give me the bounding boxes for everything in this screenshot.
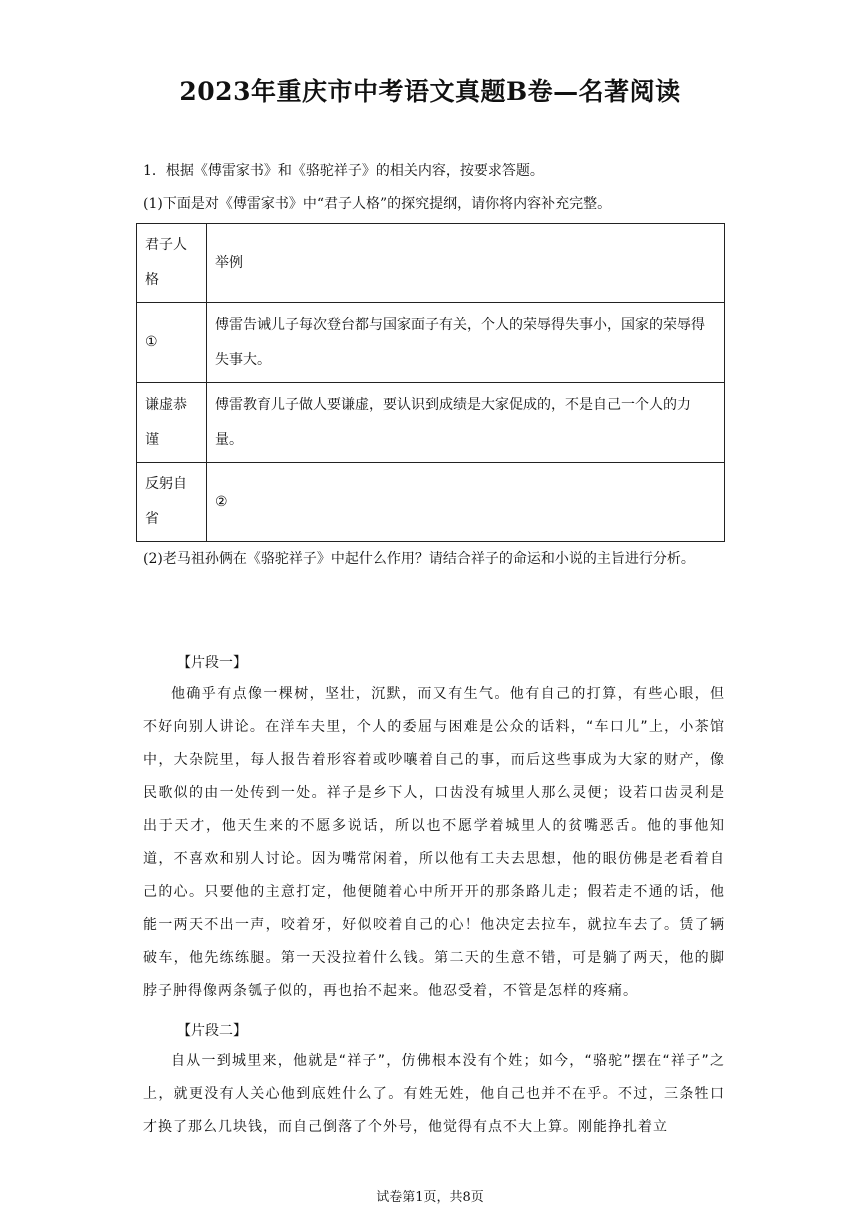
table-row — [137, 383, 725, 463]
page-footer: 试卷第1页，共8页 — [376, 1190, 484, 1205]
table-header-cell: 举例 — [207, 224, 725, 303]
outline-table — [136, 223, 725, 542]
fragment-2-text: 自从一到城里来，他就是“祥子”，仿佛根本没有个姓；如今，“骆驼”摆在“祥子”之上，就更没有人关心他到底姓什么了。有姓无姓，他自己也并不在乎。不过，三条牲口才换了那么几块钱，而自己倒落了个外号，他觉得有点不大上算。刚能挣扎着立 — [143, 1053, 725, 1135]
table-row — [137, 463, 725, 542]
fragment-2-heading: 【片段二】 — [177, 1023, 247, 1039]
question-1-sub1: (1)下面是对《傅雷家书》中“君子人格”的探究提纲，请你将内容补充完整。 — [143, 196, 612, 212]
fragment-1-heading: 【片段一】 — [177, 655, 247, 671]
table-header-row — [137, 224, 725, 303]
question-1-stem: 1．根据《傅雷家书》和《骆驼祥子》的相关内容，按要求答题。 — [143, 163, 544, 179]
table-cell-example: 傅雷告诫儿子每次登台都与国家面子有关，个人的荣辱得失事小，国家的荣辱得失事大。 — [207, 303, 725, 383]
table-cell-trait: ① — [137, 303, 207, 383]
table-cell-trait: 谦虚恭谨 — [137, 383, 207, 463]
fragment-1-text: 他确乎有点像一棵树，坚壮，沉默，而又有生气。他有自己的打算，有些心眼，但不好向别人讲论。在洋车夫里，个人的委屈与困难是公众的话料，“车口儿”上，小茶馆中，大杂院里，每人报告着形容着或吵嚷着自己的事，而后这些事成为大家的财产，像民歌似的由一处传到一处。祥子是乡下人，口齿没有城里人那么灵便；设若口齿灵利是出于天才，他天生来的不愿多说话，所以也不愿学着城里人的贫嘴恶舌。他的事他知道，不喜欢和别人讨论。因为嘴常闲着，所以他有工夫去思想，他的眼仿佛是老看着自己的心。只要他的主意打定，他便随着心中所开开的那条路儿走；假若走不通的话，他能一两天不出一声，咬着牙，好似咬着自己的心！他决定去拉车，就拉车去了。赁了辆破车，他先练练腿。第一天没拉着什么钱。第二天的生意不错，可是躺了两天，他的脚脖子肿得像两条瓠子似的，再也抬不起来。他忍受着，不管是怎样的疼痛。 — [143, 686, 725, 999]
table-cell-example: 傅雷教育儿子做人要谦虚，要认识到成绩是大家促成的，不是自己一个人的力量。 — [207, 383, 725, 463]
table-row — [137, 303, 725, 383]
table-cell-trait: 反躬自省 — [137, 463, 207, 542]
question-1-sub2: (2)老马祖孙俩在《骆驼祥子》中起什么作用？请结合祥子的命运和小说的主旨进行分析。 — [143, 551, 695, 567]
table-cell-example: ② — [207, 463, 725, 542]
table-header-cell: 君子人格 — [137, 224, 207, 303]
page-title: 2023年重庆市中考语文真题B卷—名著阅读 — [179, 77, 681, 106]
